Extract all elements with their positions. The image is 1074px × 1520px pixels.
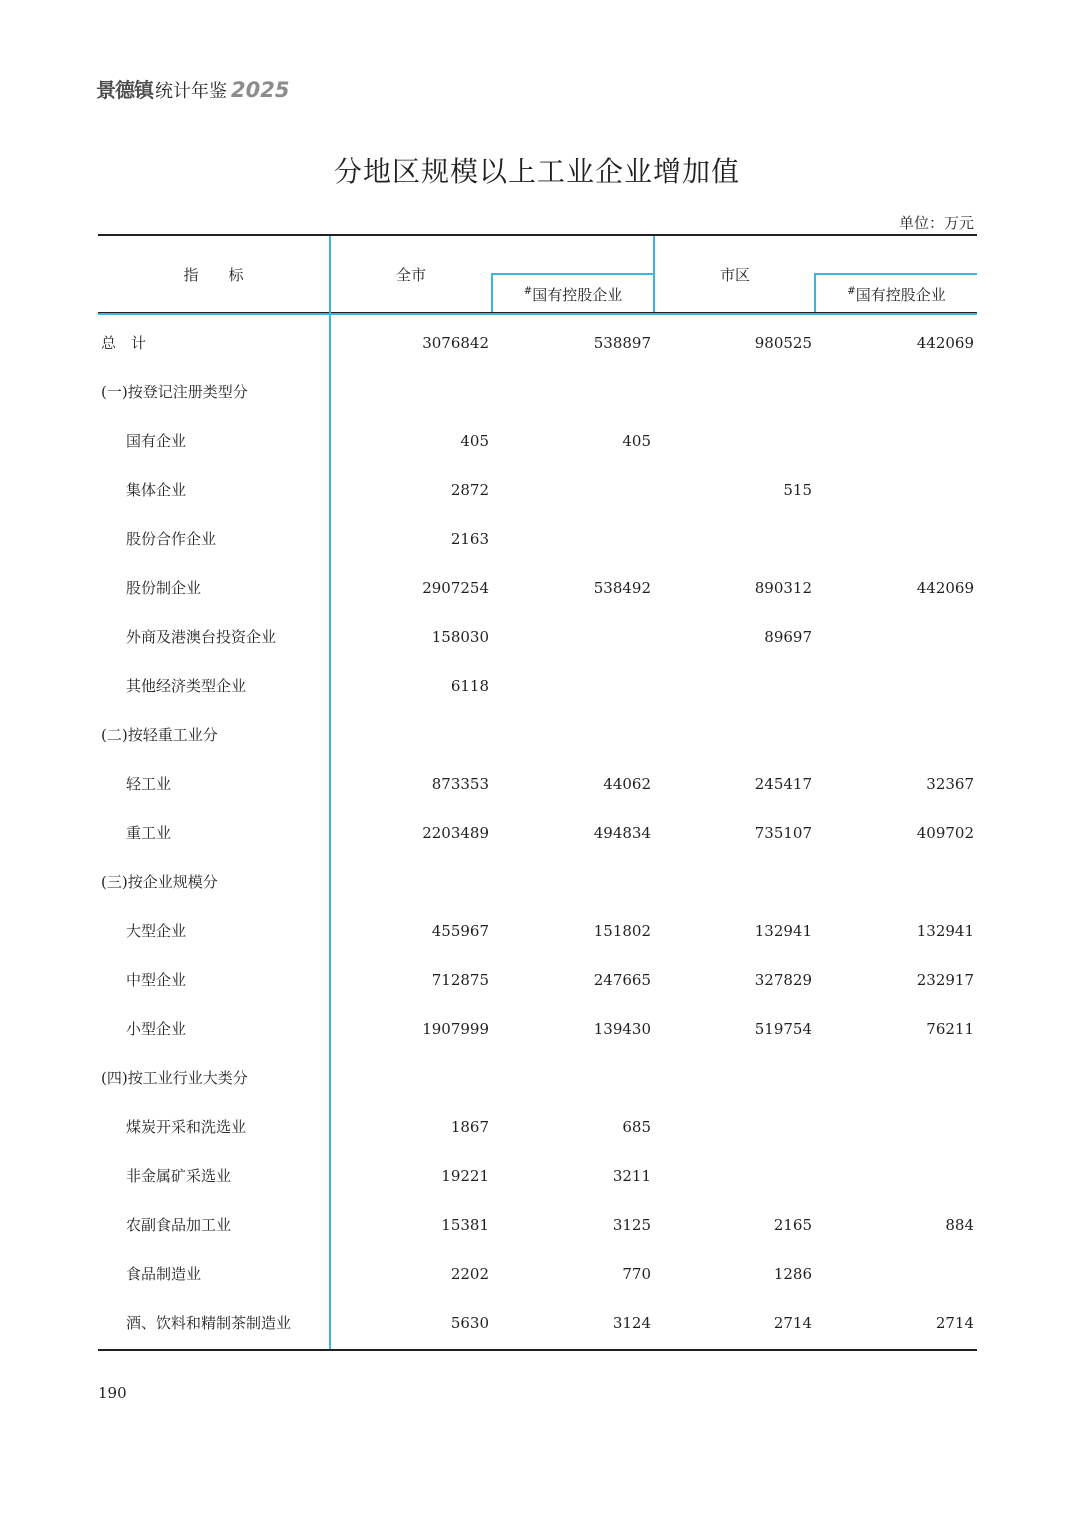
cell-value: 76211 <box>926 1020 974 1038</box>
unit-label: 单位：万元 <box>898 214 974 232</box>
table-row <box>98 1166 977 1215</box>
running-head-year: 2025 <box>231 78 290 102</box>
cell-value: 2202 <box>450 1265 489 1283</box>
cell-value: 770 <box>622 1265 651 1283</box>
table-row <box>98 382 977 431</box>
cell-value: 519754 <box>754 1020 812 1038</box>
cell-value: 89697 <box>764 628 812 646</box>
table-row <box>98 627 977 676</box>
data-table <box>98 234 977 1351</box>
cell-value: 980525 <box>754 334 812 352</box>
cell-value: 405 <box>622 432 651 450</box>
table-row <box>98 823 977 872</box>
table-row <box>98 921 977 970</box>
cell-value: 2907254 <box>422 579 489 597</box>
row-label: 小型企业 <box>126 1020 187 1038</box>
row-label: (二)按轻重工业分 <box>101 726 218 744</box>
cell-value: 3211 <box>612 1167 651 1185</box>
row-label: 酒、饮料和精制茶制造业 <box>126 1314 292 1332</box>
cell-value: 151802 <box>593 922 651 940</box>
cell-value: 455967 <box>431 922 489 940</box>
row-label: (三)按企业规模分 <box>101 873 218 891</box>
cell-value: 884 <box>945 1216 974 1234</box>
table-row <box>98 1117 977 1166</box>
cell-value: 2163 <box>450 530 489 548</box>
cell-value: 5630 <box>450 1314 489 1332</box>
table-row <box>98 774 977 823</box>
table-row <box>98 1313 977 1362</box>
table-row <box>98 1019 977 1068</box>
header-urban: 市区 <box>719 266 750 284</box>
table-row <box>98 970 977 1019</box>
table-row <box>98 1264 977 1313</box>
row-label: 总 计 <box>101 334 147 352</box>
cell-value: 873353 <box>431 775 489 793</box>
table-row <box>98 1215 977 1264</box>
cell-value: 139430 <box>593 1020 651 1038</box>
header-whole-city: 全市 <box>395 266 426 284</box>
cell-value: 245417 <box>754 775 812 793</box>
cell-value: 1286 <box>773 1265 812 1283</box>
row-label: 重工业 <box>126 824 172 842</box>
cell-value: 409702 <box>916 824 974 842</box>
row-label: 外商及港澳台投资企业 <box>126 628 277 646</box>
row-label: 股份制企业 <box>126 579 202 597</box>
cell-value: 2203489 <box>422 824 489 842</box>
cell-value: 405 <box>460 432 489 450</box>
row-label: 煤炭开采和洗选业 <box>126 1118 247 1136</box>
header-sub-label: 国有控股企业 <box>532 286 623 304</box>
cell-value: 538897 <box>593 334 651 352</box>
cell-value: 442069 <box>916 334 974 352</box>
row-label: 股份合作企业 <box>126 530 217 548</box>
table-row <box>98 1068 977 1117</box>
cell-value: 735107 <box>754 824 812 842</box>
cell-value: 19221 <box>441 1167 489 1185</box>
cell-value: 1867 <box>450 1118 489 1136</box>
cell-value: 442069 <box>916 579 974 597</box>
subheader-top-line-1 <box>491 273 655 275</box>
cell-value: 494834 <box>593 824 651 842</box>
cell-value: 3076842 <box>422 334 489 352</box>
cell-value: 1907999 <box>422 1020 489 1038</box>
header-bottom-accent <box>98 313 977 315</box>
cell-value: 132941 <box>754 922 812 940</box>
running-head-name: 统计年鉴 <box>155 81 227 102</box>
cell-value: 247665 <box>593 971 651 989</box>
running-head <box>96 74 289 104</box>
cell-value: 158030 <box>431 628 489 646</box>
cell-value: 2714 <box>935 1314 974 1332</box>
row-label: 大型企业 <box>126 922 187 940</box>
cell-value: 515 <box>783 481 812 499</box>
cell-value: 132941 <box>916 922 974 940</box>
row-label: 其他经济类型企业 <box>126 677 247 695</box>
table-row <box>98 725 977 774</box>
row-label: 中型企业 <box>126 971 187 989</box>
cell-value: 685 <box>622 1118 651 1136</box>
row-label: (四)按工业行业大类分 <box>101 1069 248 1087</box>
cell-value: 2872 <box>450 481 489 499</box>
row-label: 食品制造业 <box>126 1265 202 1283</box>
cell-value: 712875 <box>431 971 489 989</box>
cell-value: 3125 <box>612 1216 651 1234</box>
page-title: 分地区规模以上工业企业增加值 <box>333 155 740 188</box>
row-label: (一)按登记注册类型分 <box>101 383 248 401</box>
cell-value: 32367 <box>926 775 974 793</box>
page-number: 190 <box>98 1384 127 1402</box>
cell-value: 2714 <box>773 1314 812 1332</box>
cell-value: 232917 <box>916 971 974 989</box>
header-state-holding-urban <box>816 284 977 305</box>
table-top-rule <box>98 234 977 236</box>
header-indicator: 指 标 <box>183 266 244 284</box>
table-row <box>98 578 977 627</box>
table-row <box>98 431 977 480</box>
table-row <box>98 529 977 578</box>
subheader-top-line-2 <box>814 273 977 275</box>
table-row <box>98 333 977 382</box>
cell-value: 15381 <box>441 1216 489 1234</box>
cell-value: 6118 <box>450 677 489 695</box>
table-row <box>98 480 977 529</box>
cell-value: 890312 <box>754 579 812 597</box>
row-label: 集体企业 <box>126 481 187 499</box>
row-label: 轻工业 <box>126 775 172 793</box>
cell-value: 3124 <box>612 1314 651 1332</box>
cell-value: 2165 <box>773 1216 812 1234</box>
table-row <box>98 676 977 725</box>
running-head-city: 景德镇 <box>96 78 153 102</box>
cell-value: 327829 <box>754 971 812 989</box>
header-sub-mark: # <box>523 286 533 297</box>
row-label: 国有企业 <box>126 432 187 450</box>
header-sub-label: 国有控股企业 <box>855 286 946 304</box>
header-state-holding-city <box>493 284 653 305</box>
row-label: 非金属矿采选业 <box>126 1167 232 1185</box>
cell-value: 44062 <box>603 775 651 793</box>
cell-value: 538492 <box>593 579 651 597</box>
row-label: 农副食品加工业 <box>126 1216 232 1234</box>
header-sub-mark: # <box>847 286 856 297</box>
table-row <box>98 872 977 921</box>
